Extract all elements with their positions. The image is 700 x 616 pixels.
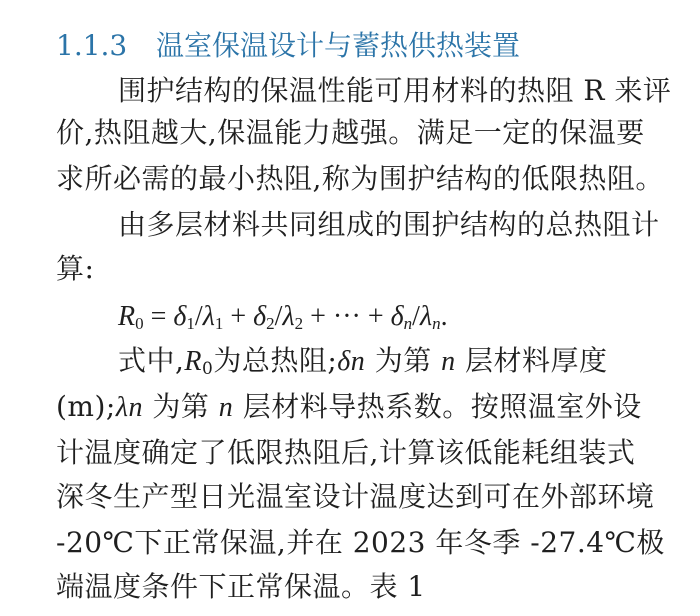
- explanation-line-3: 计温度确定了低限热阻后,计算该低能耗组装式: [56, 436, 636, 469]
- formula-lambda-1: λ: [202, 301, 215, 332]
- section-heading: [56, 24, 520, 68]
- formula-slash-1: /: [194, 301, 203, 332]
- formula-delta-1-sub: 1: [186, 314, 195, 333]
- formula-plus-1: +: [223, 301, 254, 332]
- formula-r-sub: 0: [135, 314, 144, 333]
- formula-ellipsis: + ··· +: [303, 301, 391, 332]
- explanation-n-2: n: [441, 346, 456, 377]
- explanation-delta: δ: [337, 346, 351, 377]
- paragraph-1-line-3: 求所必需的最小热阻,称为围护结构的低限热阻。: [56, 162, 664, 195]
- formula-lambda-n-sub: n: [432, 314, 441, 333]
- formula-delta-n: δ: [390, 301, 404, 332]
- formula-slash-2: /: [274, 301, 283, 332]
- explanation-n-1: n: [350, 346, 366, 377]
- explanation-line-4: 深冬生产型日光温室设计温度达到可在外部环境: [56, 480, 655, 513]
- explanation-line-5: -20℃下正常保温,并在 2023 年冬季 -27.4℃极: [56, 526, 665, 559]
- explanation-2c: 层材料导热系数。按照温室外设: [233, 390, 642, 423]
- paragraph-2-line-1: 由多层材料共同组成的围护结构的总热阻计: [118, 208, 660, 241]
- section-title: 温室保温设计与蓄热供热装置: [156, 29, 521, 62]
- explanation-line-1: [118, 340, 678, 382]
- formula-slash-n: /: [412, 301, 420, 332]
- formula-lambda-2-sub: 2: [294, 314, 304, 333]
- section-number: 1.1.3: [56, 29, 128, 62]
- total-thermal-resistance-formula: [118, 296, 448, 338]
- formula-delta-2: δ: [253, 301, 267, 332]
- explanation-1a: 式中,: [118, 344, 185, 377]
- formula-delta-2-sub: 2: [266, 314, 275, 333]
- explanation-line-2: [56, 386, 676, 428]
- formula-equals: =: [143, 301, 174, 332]
- explanation-1b: 为总热阻;: [213, 344, 338, 377]
- formula-lambda-1-sub: 1: [214, 314, 224, 333]
- formula-r: R: [118, 301, 136, 332]
- explanation-2a: (m);: [56, 390, 116, 423]
- explanation-2b: 为第: [142, 390, 219, 423]
- explanation-n-4: n: [218, 392, 234, 423]
- formula-period: .: [440, 301, 448, 332]
- explanation-r: R: [184, 346, 203, 377]
- formula-delta-n-sub: n: [403, 314, 413, 333]
- paragraph-2-line-2: 算:: [56, 252, 95, 285]
- paragraph-1-line-2: 价,热阻越大,保温能力越强。满足一定的保温要: [56, 116, 645, 149]
- explanation-r-sub: 0: [202, 359, 214, 379]
- explanation-lambda: λ: [115, 392, 129, 423]
- paragraph-1-line-1: 围护结构的保温性能可用材料的热阻 R 来评: [118, 74, 672, 107]
- explanation-n-3: n: [128, 392, 143, 423]
- explanation-line-6: 端温度条件下正常保温。表 1: [56, 570, 426, 603]
- formula-delta-1: δ: [173, 301, 187, 332]
- formula-lambda-n: λ: [419, 301, 433, 332]
- formula-lambda-2: λ: [282, 301, 295, 332]
- explanation-1e: 层材料厚度: [455, 344, 608, 377]
- explanation-1d: 为第: [365, 344, 442, 377]
